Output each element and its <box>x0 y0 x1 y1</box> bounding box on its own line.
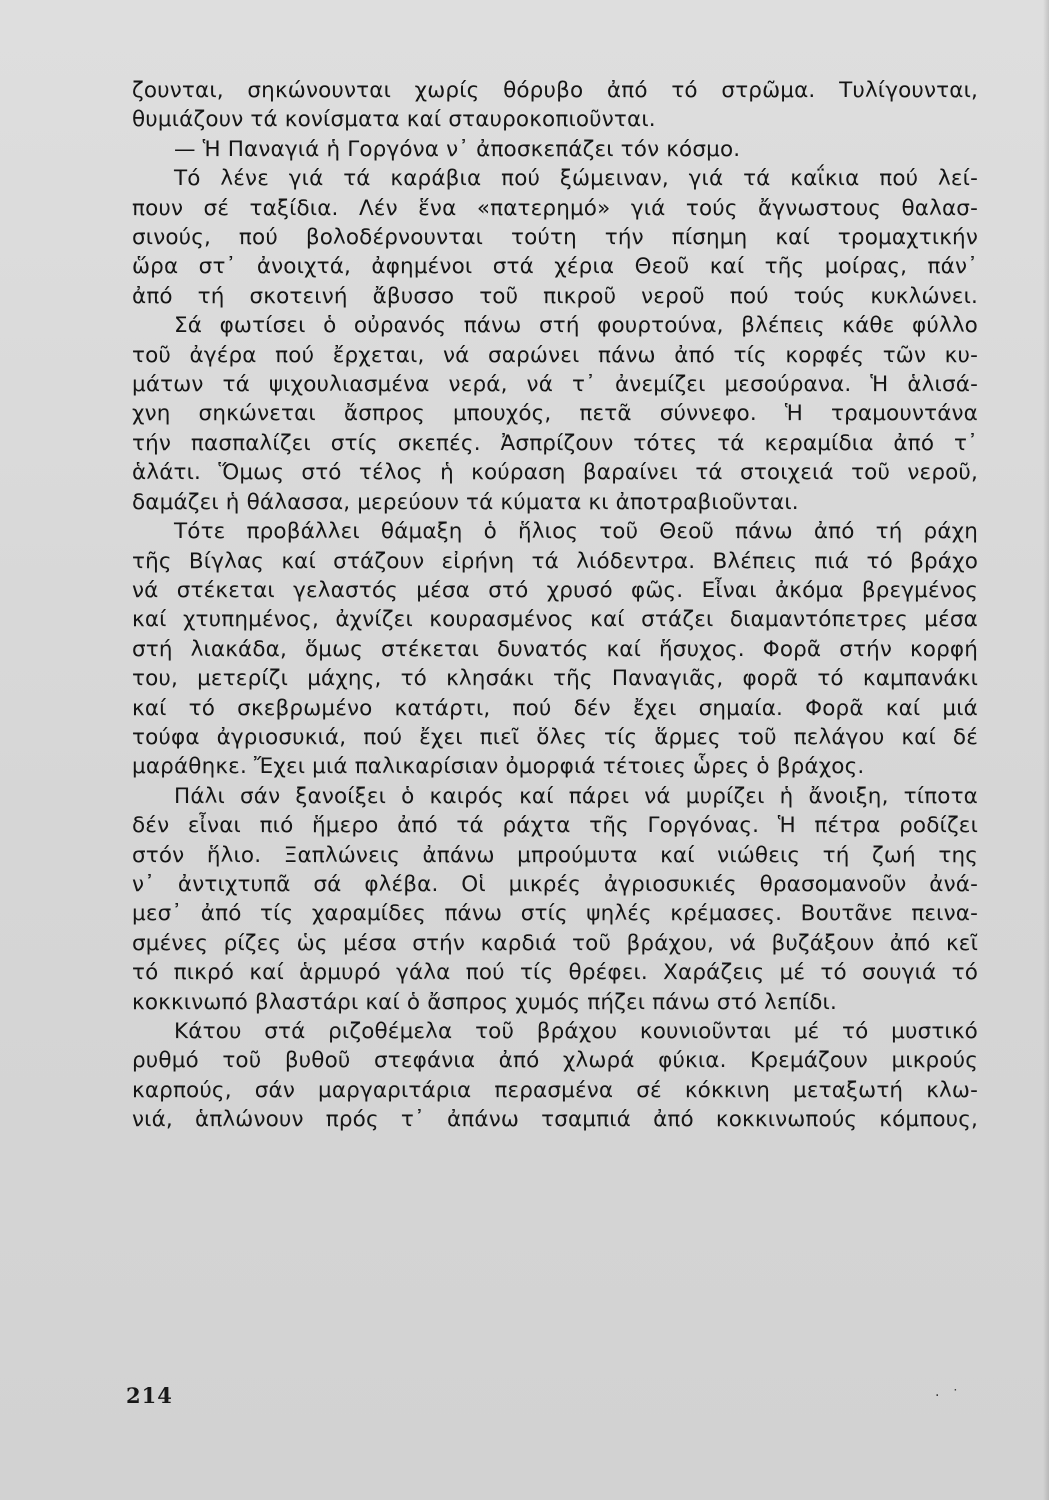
text-line: Τό λένε γιά τά καράβια πού ξώμειναν, γιά τά καΐκια πού λεί- <box>174 166 978 192</box>
text-line: τό πικρό καί ἁρμυρό γάλα πού τίς θρέφει. Χαράζεις μέ τό σουγιά τό <box>132 960 978 986</box>
text-line: Κάτου στά ριζοθέμελα τοῦ βράχου κουνιοῦνται μέ τό μυστικό <box>174 1019 978 1044</box>
text-line: τοῦ ἀγέρα πού ἔρχεται, νά σαρώνει πάνω ἀπό τίς κορφές τῶν κυ- <box>132 342 978 368</box>
text-line: — Ἡ Παναγιά ἡ Γοργόνα ν᾽ ἀποσκεπάζει τόν κόσμο. <box>174 136 741 162</box>
text-line: πουν σέ ταξίδια. Λέν ἕνα «πατερημό» γιά τούς ἄγνωστους θαλασ- <box>132 195 978 221</box>
page-number: 214 <box>126 1383 173 1408</box>
text-line: καί τό σκεβρωμένο κατάρτι, πού δέν ἔχει σημαία. Φορᾶ καί μιά <box>132 695 978 721</box>
text-line: Πάλι σάν ξανοίξει ὁ καιρός καί πάρει νά μυρίζει ἡ ἄνοιξη, τίποτα <box>174 783 978 809</box>
text-line: καί χτυπημένος, ἀχνίζει κουρασμένος καί στάζει διαμαντόπετρες μέσα <box>132 607 978 633</box>
text-line: θυμιάζουν τά κονίσματα καί σταυροκοπιοῦνται. <box>132 107 656 133</box>
print-specks: · ˙ <box>935 1388 963 1404</box>
text-line: μάτων τά ψιχουλιασμένα νερά, νά τ᾽ ἀνεμίζει μεσούρανα. Ἡ ἁλισά- <box>132 372 978 398</box>
text-line: μεσ᾽ ἀπό τίς χαραμίδες πάνω στίς ψηλές κρέμασες. Βουτᾶνε πεινα- <box>132 901 978 927</box>
text-line: καρπούς, σάν μαργαριτάρια περασμένα σέ κόκκινη μεταξωτή κλω- <box>132 1077 978 1103</box>
text-line: ζουνται, σηκώνουνται χωρίς θόρυβο ἀπό τό στρῶμα. Τυλίγουνται, <box>132 78 978 103</box>
text-line: δέν εἶναι πιό ἥμερο ἀπό τά ράχτα τῆς Γοργόνας. Ἡ πέτρα ροδίζει <box>132 813 978 839</box>
text-line: μαράθηκε. Ἔχει μιά παλικαρίσιαν ὀμορφιά τέτοιες ὧρες ὁ βράχος. <box>132 754 865 780</box>
text-line: ν᾽ ἀντιχτυπᾶ σά φλέβα. Οἱ μικρές ἀγριοσυκιές θρασομανοῦν ἀνά- <box>132 871 978 897</box>
text-line: Σά φωτίσει ὁ οὐρανός πάνω στή φουρτούνα, βλέπεις κάθε φύλλο <box>174 313 978 339</box>
text-line: σινούς, πού βολοδέρνουνται τούτη τήν πίσημη καί τρομαχτικήν <box>132 225 978 251</box>
text-line: τούφα ἀγριοσυκιά, πού ἔχει πιεῖ ὅλες τίς ἅρμες τοῦ πελάγου καί δέ <box>132 724 978 750</box>
text-line: τήν πασπαλίζει στίς σκεπές. Ἀσπρίζουν τότες τά κεραμίδια ἀπό τ᾽ <box>132 430 978 456</box>
text-line: Τότε προβάλλει θάμαξη ὁ ἥλιος τοῦ Θεοῦ πάνω ἀπό τή ράχη <box>174 519 978 545</box>
text-line: στόν ἥλιο. Ξαπλώνεις ἀπάνω μπρούμυτα καί νιώθεις τή ζωή της <box>132 842 978 868</box>
text-line: νά στέκεται γελαστός μέσα στό χρυσό φῶς. Εἶναι ἀκόμα βρεγμένος <box>132 577 978 603</box>
text-line: δαμάζει ἡ θάλασσα, μερεύουν τά κύματα κι ἀποτραβιοῦνται. <box>132 489 799 515</box>
text-line: τῆς Βίγλας καί στάζουν εἰρήνη τά λιόδεντρα. Βλέπεις πιά τό βράχο <box>132 548 978 574</box>
text-line: του, μετερίζι μάχης, τό κλησάκι τῆς Παναγιᾶς, φορᾶ τό καμπανάκι <box>132 666 978 692</box>
text-line: κοκκινωπό βλαστάρι καί ὁ ἄσπρος χυμός πήζει πάνω στό λεπίδι. <box>132 989 837 1015</box>
text-line: ἁλάτι. Ὅμως στό τέλος ἡ κούραση βαραίνει τά στοιχειά τοῦ νεροῦ, <box>132 460 978 486</box>
text-line: στή λιακάδα, ὅμως στέκεται δυνατός καί ἥσυχος. Φορᾶ στήν κορφή <box>132 636 978 662</box>
body-text <box>132 76 978 1135</box>
text-line: χνη σηκώνεται ἄσπρος μπουχός, πετᾶ σύννεφο. Ἡ τραμουντάνα <box>132 401 978 427</box>
text-line: ρυθμό τοῦ βυθοῦ στεφάνια ἀπό χλωρά φύκια. Κρεμάζουν μικρούς <box>132 1048 978 1074</box>
text-line: σμένες ρίζες ὡς μέσα στήν καρδιά τοῦ βράχου, νά βυζάξουν ἀπό κεῖ <box>132 930 978 956</box>
page-edge-shadow <box>1043 0 1049 1500</box>
text-line: ὥρα στ᾽ ἀνοιχτά, ἀφημένοι στά χέρια Θεοῦ καί τῆς μοίρας, πάν᾽ <box>132 254 978 280</box>
text-line: νιά, ἁπλώνουν πρός τ᾽ ἀπάνω τσαμπιά ἀπό κοκκινωπούς κόμπους, <box>132 1107 978 1133</box>
text-line: ἀπό τή σκοτεινή ἄβυσσο τοῦ πικροῦ νεροῦ πού τούς κυκλώνει. <box>132 283 978 309</box>
